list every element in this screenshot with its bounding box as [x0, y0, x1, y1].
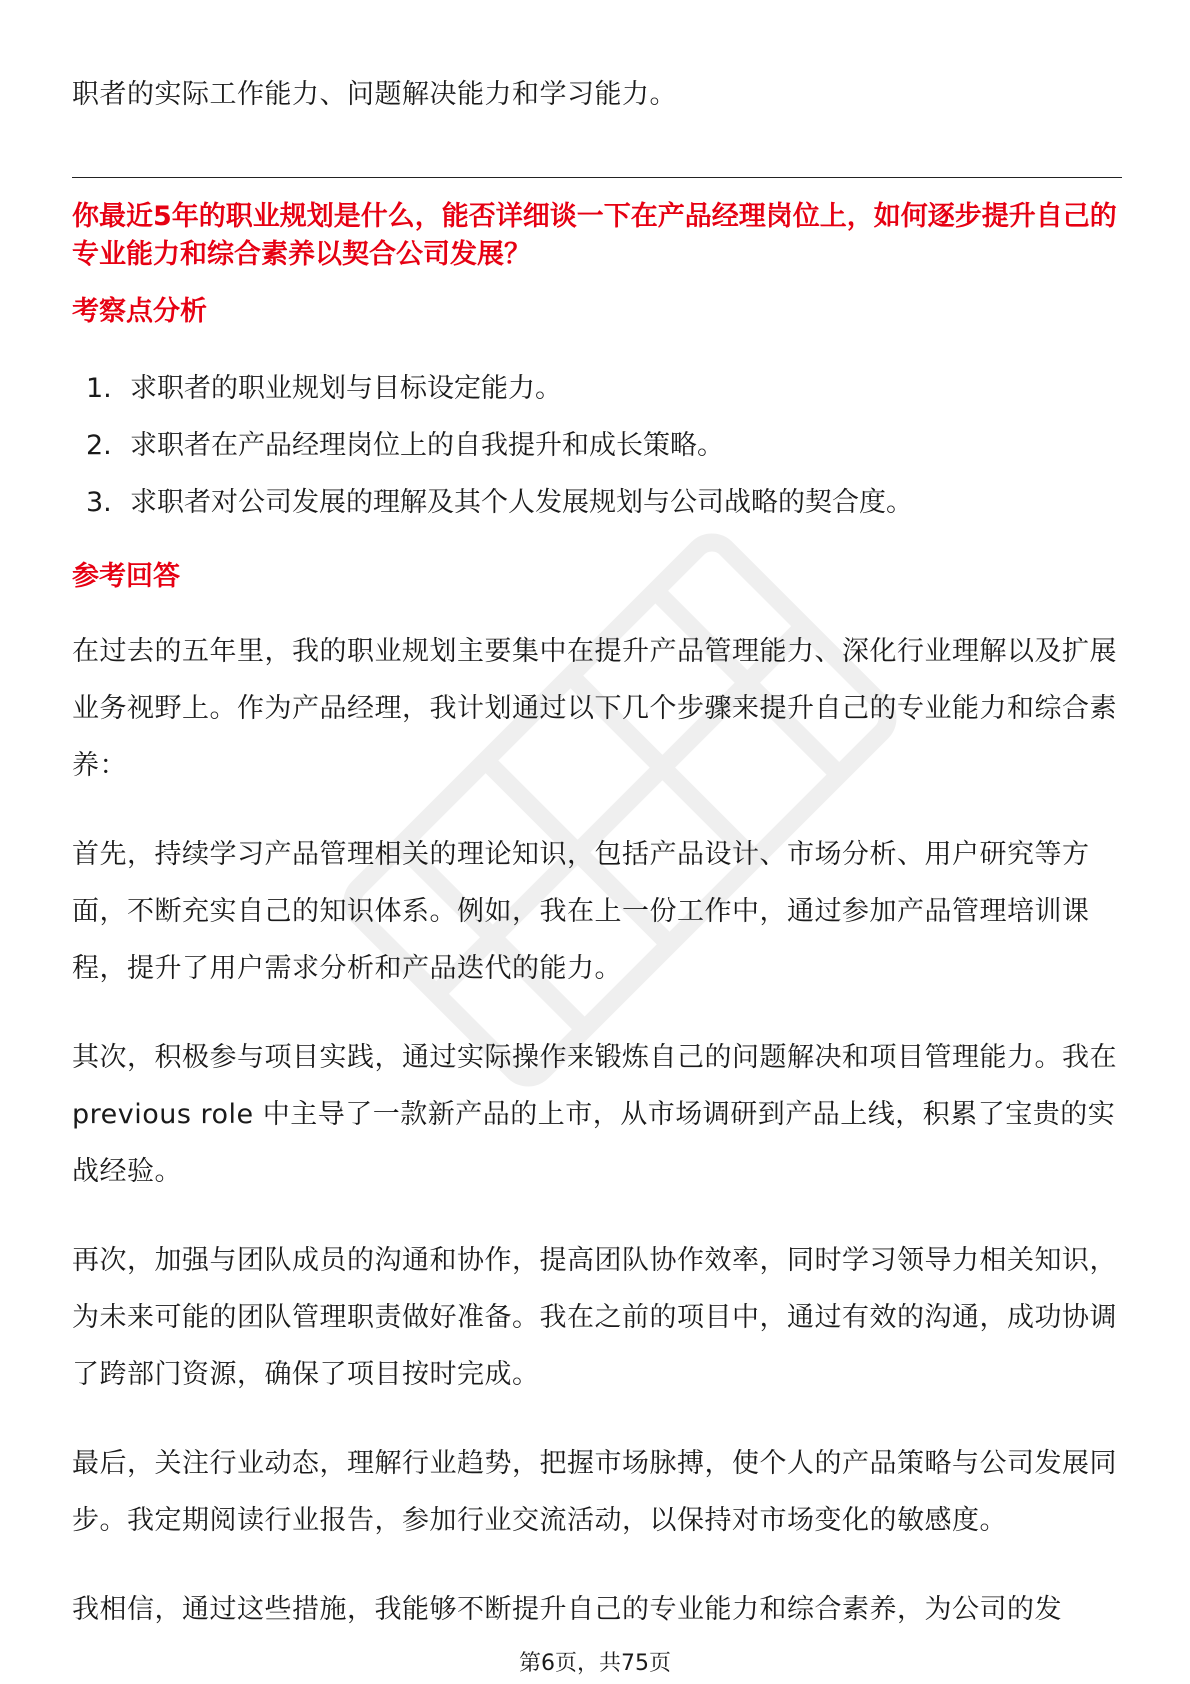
- list-item-text: 求职者的职业规划与目标设定能力。: [130, 373, 562, 404]
- answer-heading: 参考回答: [72, 561, 180, 592]
- interview-question: 你最近5年的职业规划是什么，能否详细谈一下在产品经理岗位上，如何逐步提升自己的专业能力和综合素养以契合公司发展？: [72, 201, 1117, 270]
- analysis-heading: 考察点分析: [72, 296, 207, 327]
- list-item-number: 3.: [86, 487, 112, 518]
- list-item: [86, 474, 1116, 531]
- answer-paragraph: 其次，积极参与项目实践，通过实际操作来锻炼自己的问题解决和项目管理能力。我在 previous role 中主导了一款新产品的上市，从市场调研到产品上线，积累了宝贵的实战经验。: [72, 1042, 1117, 1187]
- list-item-text: 求职者对公司发展的理解及其个人发展规划与公司战略的契合度。: [130, 487, 913, 518]
- answer-paragraph: 最后，关注行业动态，理解行业趋势，把握市场脉搏，使个人的产品策略与公司发展同步。我定期阅读行业报告，参加行业交流活动，以保持对市场变化的敏感度。: [72, 1448, 1117, 1536]
- list-item: [86, 417, 1116, 474]
- page-footer: 第6页，共75页: [519, 1651, 671, 1676]
- answer-paragraph: 我相信，通过这些措施，我能够不断提升自己的专业能力和综合素养，为公司的发: [72, 1594, 1062, 1625]
- section-divider: [72, 177, 1122, 178]
- answer-paragraph: 在过去的五年里，我的职业规划主要集中在提升产品管理能力、深化行业理解以及扩展业务视野上。作为产品经理，我计划通过以下几个步骤来提升自己的专业能力和综合素养：: [72, 636, 1117, 781]
- list-item-number: 2.: [86, 430, 112, 461]
- analysis-list: [86, 360, 1116, 531]
- answer-paragraph: 首先，持续学习产品管理相关的理论知识，包括产品设计、市场分析、用户研究等方面，不断充实自己的知识体系。例如，我在上一份工作中，通过参加产品管理培训课程，提升了用户需求分析和产品迭代的能力。: [72, 839, 1090, 984]
- intro-paragraph-tail: 职者的实际工作能力、问题解决能力和学习能力。: [72, 79, 677, 110]
- list-item: [86, 360, 1116, 417]
- list-item-number: 1.: [86, 373, 112, 404]
- list-item-text: 求职者在产品经理岗位上的自我提升和成长策略。: [130, 430, 724, 461]
- answer-paragraph: 再次，加强与团队成员的沟通和协作，提高团队协作效率，同时学习领导力相关知识，为未来可能的团队管理职责做好准备。我在之前的项目中，通过有效的沟通，成功协调了跨部门资源，确保了项目按时完成。: [72, 1245, 1117, 1390]
